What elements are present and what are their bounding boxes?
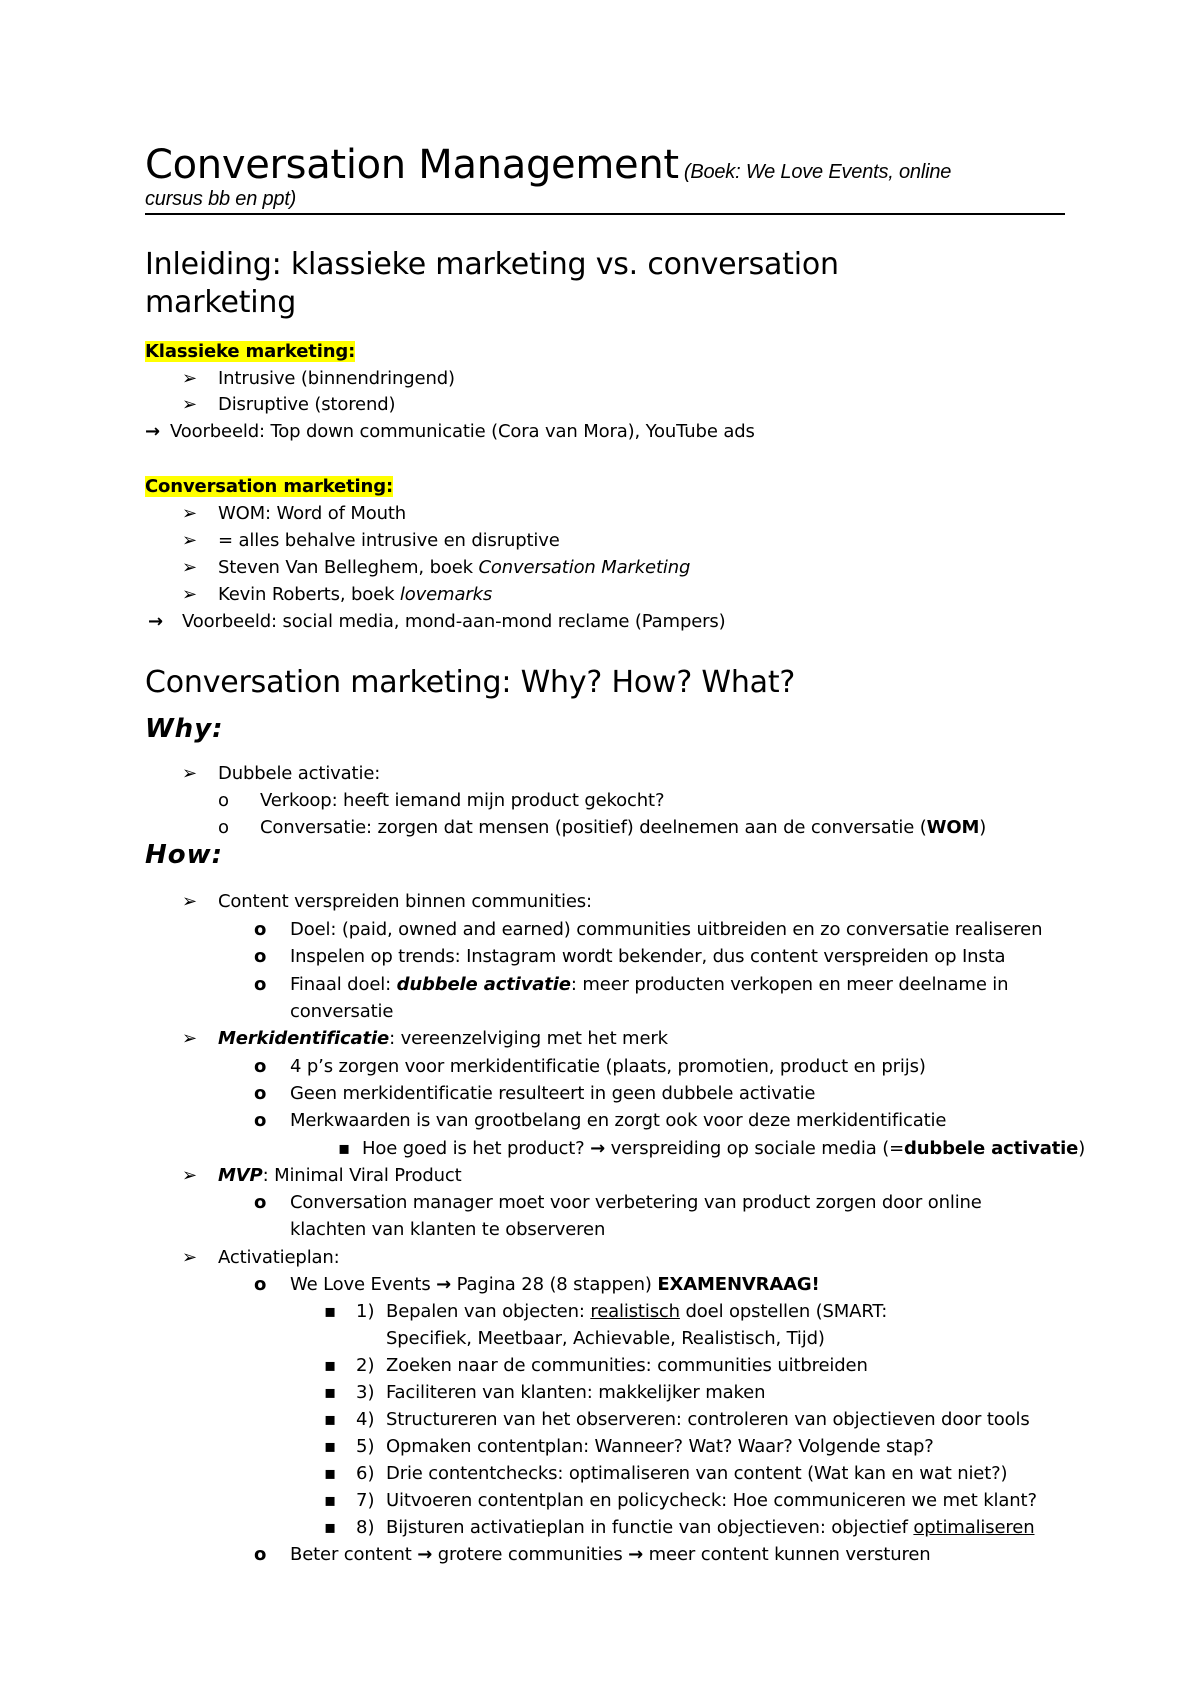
square-bullet-icon: ▪ [324, 1463, 337, 1484]
circle-bullet-icon: o [218, 817, 230, 838]
arrowhead-bullet-icon: ➢ [182, 394, 198, 415]
square-bullet-icon: ▪ [324, 1490, 337, 1511]
square-bullet-icon: ▪ [338, 1138, 351, 1159]
step-item: Bepalen van objecten: realistisch doel opstellen (SMART: [386, 1301, 888, 1322]
list-item: Dubbele activatie: [218, 763, 381, 784]
title-subtitle-1: (Boek: We Love Events, online [683, 161, 952, 183]
list-item: Disruptive (storend) [218, 394, 396, 415]
step-number: 1) [356, 1301, 375, 1322]
arrow-icon: → [628, 1544, 644, 1565]
example-line: Voorbeeld: Top down communicatie (Cora van Mora), YouTube ads [170, 421, 755, 442]
list-item: = alles behalve intrusive en disruptive [218, 530, 560, 551]
circle-bullet-icon: o [254, 1056, 267, 1077]
step-item: Bijsturen activatieplan in functie van objectieven: objectief optimaliseren [386, 1517, 1035, 1538]
arrow-bullet-icon: → [145, 421, 161, 442]
arrowhead-bullet-icon: ➢ [182, 891, 198, 912]
list-item-continuation: conversatie [290, 1001, 394, 1022]
step-number: 7) [356, 1490, 375, 1511]
square-bullet-icon: ▪ [324, 1436, 337, 1457]
list-item: Merkwaarden is van grootbelang en zorgt ook voor deze merkidentificatie [290, 1110, 947, 1131]
step-item: Structureren van het observeren: controleren van objectieven door tools [386, 1409, 1030, 1430]
list-item: Verkoop: heeft iemand mijn product gekocht? [260, 790, 665, 811]
heading-why-how-what: Conversation marketing: Why? How? What? [145, 665, 796, 700]
list-item: MVP: Minimal Viral Product [218, 1165, 462, 1186]
step-number: 2) [356, 1355, 375, 1376]
list-item: Doel: (paid, owned and earned) communities uitbreiden en zo conversatie realiseren [290, 919, 1043, 940]
list-item: We Love Events → Pagina 28 (8 stappen) EXAMENVRAAG! [290, 1274, 820, 1295]
circle-bullet-icon: o [254, 1083, 267, 1104]
list-item: Content verspreiden binnen communities: [218, 891, 592, 912]
list-item: Kevin Roberts, boek lovemarks [218, 584, 493, 605]
list-item: Inspelen op trends: Instagram wordt bekender, dus content verspreiden op Insta [290, 946, 1006, 967]
list-item-continuation: klachten van klanten te observeren [290, 1219, 606, 1240]
list-item: Conversatie: zorgen dat mensen (positief) deelnemen aan de conversatie (WOM) [260, 817, 987, 838]
title-subtitle-2: cursus bb en ppt) [145, 188, 297, 210]
arrowhead-bullet-icon: ➢ [182, 763, 198, 784]
heading-how: How: [145, 840, 224, 870]
list-item: Intrusive (binnendringend) [218, 368, 455, 389]
arrow-icon: → [590, 1138, 606, 1159]
arrowhead-bullet-icon: ➢ [182, 1028, 198, 1049]
step-item: Faciliteren van klanten: makkelijker maken [386, 1382, 766, 1403]
document-title [145, 142, 1065, 215]
arrowhead-bullet-icon: ➢ [182, 503, 198, 524]
square-bullet-icon: ▪ [324, 1301, 337, 1322]
arrowhead-bullet-icon: ➢ [182, 530, 198, 551]
circle-bullet-icon: o [218, 790, 230, 811]
square-bullet-icon: ▪ [324, 1355, 337, 1376]
step-item: Drie contentchecks: optimaliseren van content (Wat kan en wat niet?) [386, 1463, 1008, 1484]
label-klassieke-marketing: Klassieke marketing: [145, 341, 356, 362]
list-item: Geen merkidentificatie resulteert in geen dubbele activatie [290, 1083, 816, 1104]
label-conversation-marketing: Conversation marketing: [145, 476, 393, 497]
circle-bullet-icon: o [254, 1274, 267, 1295]
arrow-icon: → [436, 1274, 452, 1295]
step-number: 4) [356, 1409, 375, 1430]
step-number: 8) [356, 1517, 375, 1538]
circle-bullet-icon: o [254, 1192, 267, 1213]
title-main: Conversation Management [145, 142, 679, 188]
square-bullet-icon: ▪ [324, 1409, 337, 1430]
list-item: 4 p’s zorgen voor merkidentificatie (plaats, promotien, product en prijs) [290, 1056, 926, 1077]
arrowhead-bullet-icon: ➢ [182, 368, 198, 389]
list-item: Finaal doel: dubbele activatie: meer producten verkopen en meer deelname in [290, 974, 1009, 995]
circle-bullet-icon: o [254, 1544, 267, 1565]
example-line: Voorbeeld: social media, mond-aan-mond reclame (Pampers) [182, 611, 726, 632]
list-item: Conversation manager moet voor verbetering van product zorgen door online [290, 1192, 982, 1213]
arrow-bullet-icon: → [148, 611, 164, 632]
list-item: Activatieplan: [218, 1247, 340, 1268]
list-item: Merkidentificatie: vereenzelviging met het merk [218, 1028, 668, 1049]
arrowhead-bullet-icon: ➢ [182, 1165, 198, 1186]
square-bullet-icon: ▪ [324, 1382, 337, 1403]
circle-bullet-icon: o [254, 919, 267, 940]
heading-why: Why: [145, 714, 224, 744]
list-item: Hoe goed is het product? → verspreiding op sociale media (=dubbele activatie) [362, 1138, 1086, 1159]
square-bullet-icon: ▪ [324, 1517, 337, 1538]
arrowhead-bullet-icon: ➢ [182, 1247, 198, 1268]
step-item: Opmaken contentplan: Wanneer? Wat? Waar? Volgende stap? [386, 1436, 934, 1457]
circle-bullet-icon: o [254, 974, 267, 995]
arrow-icon: → [417, 1544, 433, 1565]
step-item-continuation: Specifiek, Meetbaar, Achievable, Realistisch, Tijd) [386, 1328, 825, 1349]
step-number: 5) [356, 1436, 375, 1457]
arrowhead-bullet-icon: ➢ [182, 557, 198, 578]
step-item: Uitvoeren contentplan en policycheck: Hoe communiceren we met klant? [386, 1490, 1037, 1511]
list-item: Beter content → grotere communities → meer content kunnen versturen [290, 1544, 931, 1565]
list-item: Steven Van Belleghem, boek Conversation Marketing [218, 557, 691, 578]
step-number: 6) [356, 1463, 375, 1484]
step-item: Zoeken naar de communities: communities uitbreiden [386, 1355, 868, 1376]
list-item: WOM: Word of Mouth [218, 503, 407, 524]
circle-bullet-icon: o [254, 946, 267, 967]
heading-intro: Inleiding: klassieke marketing vs. conversation marketing [145, 247, 839, 320]
arrowhead-bullet-icon: ➢ [182, 584, 198, 605]
circle-bullet-icon: o [254, 1110, 267, 1131]
step-number: 3) [356, 1382, 375, 1403]
